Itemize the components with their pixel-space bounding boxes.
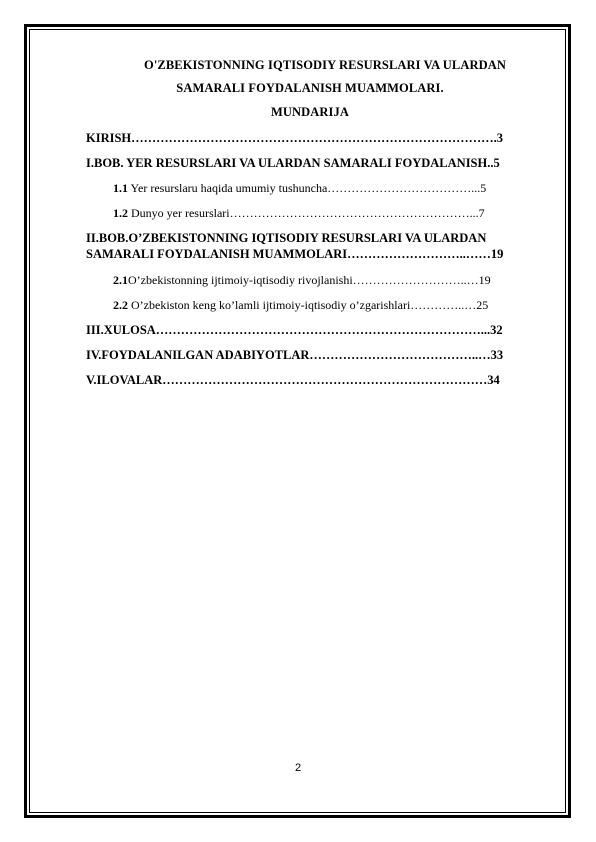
section-number: 2.2: [113, 298, 128, 312]
toc-entry-xulosa: III.XULOSA……………………………………………………………………...32: [86, 323, 503, 337]
contents-heading: MUNDARIJA: [271, 105, 349, 119]
section-number: 2.1: [113, 273, 128, 287]
page-border-inner: [29, 29, 566, 813]
section-text: Yer resurslaru haqida umumiy tushuncha………………………………...5: [128, 181, 487, 195]
section-number: 1.1: [113, 181, 128, 195]
toc-entry-adabiyotlar: IV.FOYDALANILGAN ADABIYOTLAR…………………………………..…33: [86, 348, 504, 362]
section-text: Dunyo yer resurslari……………………………………………………...7: [128, 206, 485, 220]
page-number: 2: [294, 762, 302, 774]
toc-entry-section-2-1: [113, 272, 552, 288]
toc-entry-bob-1: I.BOB. YER RESURSLARI VA ULARDAN SAMARALI FOYDALANISH..5: [86, 156, 500, 170]
section-number: 1.2: [113, 206, 128, 220]
document-title-line-1: O'ZBEKISTONNING IQTISODIY RESURSLARI VA ULARDAN: [144, 58, 506, 72]
section-text: O’zbekiston keng ko’lamli ijtimoiy-iqtisodiy o’zgarishlari…………..…25: [128, 298, 489, 312]
toc-entry-section-1-2: [113, 205, 552, 221]
toc-entry-bob-2-line-2: SAMARALI FOYDALANISH MUAMMOLARI………………………..……19: [86, 247, 504, 261]
section-text: O’zbekistonning ijtimoiy-iqtisodiy rivojlanishi………………………..…19: [128, 273, 491, 287]
toc-entry-section-2-2: [113, 297, 552, 313]
toc-entry-kirish: KIRISH…………………………………………………………………………….3: [86, 131, 504, 145]
toc-entry-section-1-1: [113, 180, 552, 196]
document-title-line-2: SAMARALI FOYDALANISH MUAMMOLARI.: [176, 81, 444, 95]
toc-entry-ilovalar: V.ILOVALAR……………………………………………………………………34: [86, 373, 500, 387]
toc-entry-bob-2-line-1: II.BOB.O’ZBEKISTONNING IQTISODIY RESURSLARI VA ULARDAN: [86, 231, 487, 245]
